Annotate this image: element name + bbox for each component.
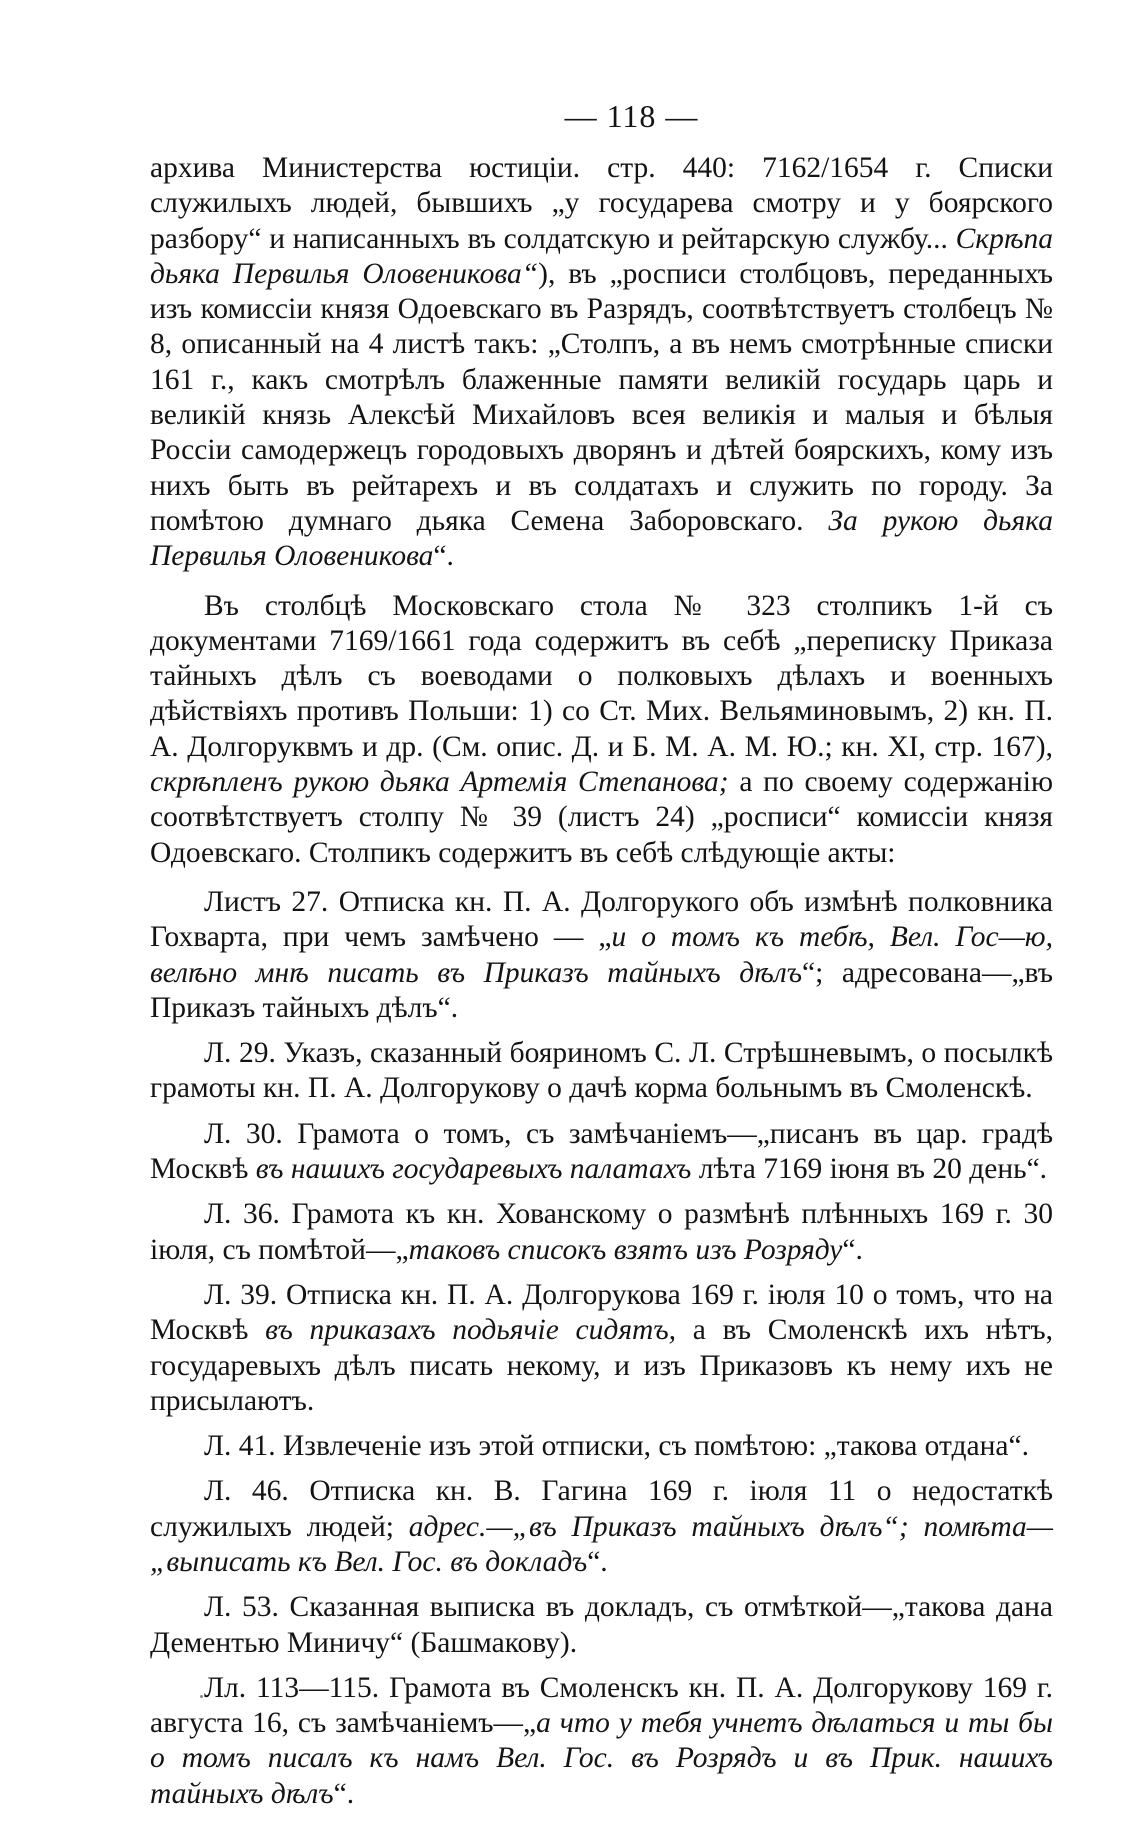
text-span: Л. 36. Грамота къ кн. Хованскому о размѣнѣ плѣнныхъ 169 г. 30 іюля, съ помѣтой—„ xyxy=(150,1198,1053,1266)
act-entry xyxy=(150,1474,1053,1580)
text-span: а въ Смоленскѣ ихъ нѣтъ, государевыхъ дѣлъ писать некому, и изъ Приказовъ къ нему ихъ не присылаютъ. xyxy=(150,1314,1053,1417)
act-entry xyxy=(150,1671,1053,1812)
text-span: Л. 29. Указъ, сказанный бояриномъ С. Л. Стрѣшневымъ, о посылкѣ грамоты кн. П. А. Долгорукову о дачѣ корма больнымъ въ Смоленскѣ. xyxy=(150,1037,1053,1105)
text-span: “. xyxy=(433,540,454,573)
text-span: Лл. 113—115. Грамота въ Смоленскъ кн. П. А. Долгорукову 169 г. августа 16, съ замѣчаніемъ—„ xyxy=(150,1671,1053,1740)
italic-quote: адрес.—„въ Приказъ тайныхъ дѣлъ“; помѣта—„выписать къ Вел. Гос. въ докладъ xyxy=(150,1510,1053,1578)
italic-quote: За рукою дьяка Первилья Оловеникова xyxy=(150,504,1053,573)
text-span: “. xyxy=(333,1777,355,1810)
text-span: “. xyxy=(842,1233,863,1266)
text-span: архива Министерства юстиціи. стр. 440: 7162/1654 г. Списки служилыхъ людей, бывшихъ „у государева смотру и у боярского разбору“ и написанныхъ въ солдатскую и рейтарскую службу... xyxy=(150,152,1053,255)
text-span: Листъ 27. Отписка кн. П. А. Долгорукого объ измѣнѣ полковника Гохварта, при чемъ замѣчено — „ xyxy=(150,885,1053,954)
text-span: ), въ „росписи столбцовъ, переданныхъ изъ комиссіи князя Одоевскаго въ Разрядъ, соотвѣтствуетъ столбецъ № 8, описанный на 4 листѣ такъ: „Столпъ, а въ немъ смотрѣнные списки 161 г., какъ смотрѣлъ блаженные памяти великій государь царь и великій князь Алексѣй Михайловъ всея великія и малыя и бѣлыя Россіи самодержецъ городовыхъ дворянъ и дѣтей боярскихъ, кому изъ нихъ быть въ рейтарехъ и въ солдатахъ и служить по городу. За помѣтою думнаго дьяка Семена Заборовскаго. xyxy=(150,257,1053,537)
italic-quote: а что у тебя учнетъ дѣлаться и ты бы о томъ писалъ къ намъ Вел. Гос. въ Розрядъ и въ Прик. нашихъ тайныхъ дѣлъ xyxy=(150,1707,1053,1810)
act-entry xyxy=(150,1429,1053,1464)
text-span: Л. 46. Отписка кн. В. Гагина 169 г. іюля 11 о недостаткѣ служилыхъ людей; xyxy=(150,1475,1053,1543)
print-speck xyxy=(200,1695,203,1698)
text-span: лѣта 7169 іюня въ 20 день“. xyxy=(691,1153,1048,1186)
act-entry xyxy=(150,1197,1053,1268)
text-span: “; адресована—„въ Приказъ тайныхъ дѣлъ“. xyxy=(150,956,1053,1024)
text-span: Въ столбцѣ Московскаго стола № 323 столпикъ 1-й съ документами 7169/1661 года содержитъ въ себѣ „переписку Приказа тайныхъ дѣлъ съ воеводами о полковыхъ дѣлахъ и военныхъ дѣйствіяхъ противъ Польши: 1) со Ст. Мих. Вельяминовымъ, 2) кн. П. А. Долгоруквмъ и др. (См. опис. Д. и Б. М. А. М. Ю.; кн. XI, стр. 167), xyxy=(150,589,1053,763)
text-span: Л. 39. Отписка кн. П. А. Долгорукова 169 г. іюля 10 о томъ, что на Москвѣ xyxy=(150,1278,1053,1347)
act-entry xyxy=(150,1590,1053,1661)
text-span: а по своему содержанію соотвѣтствуетъ столпу № 39 (листъ 24) „росписи“ комиссіи князя Одоевскаго. Столпикъ содержитъ въ себѣ слѣдующіе акты: xyxy=(150,766,1053,869)
page-number: — 118 — xyxy=(564,98,699,134)
book-page xyxy=(150,98,1053,1822)
italic-quote: въ приказахъ подьячіе сидятъ, xyxy=(265,1314,677,1347)
paragraph xyxy=(150,151,1053,575)
italic-quote: скрѣпленъ рукою дьяка Артемія Степанова; xyxy=(150,766,729,799)
act-entry xyxy=(150,885,1053,1026)
italic-quote: Скрѣпа дьяка Первилья Оловеникова“ xyxy=(150,222,1053,290)
text-span: “. xyxy=(587,1545,608,1578)
italic-quote: таковъ списокъ взятъ изъ Розряду xyxy=(408,1233,843,1266)
paragraph xyxy=(150,589,1053,871)
act-entry xyxy=(150,1036,1053,1107)
italic-quote: въ нашихъ государевыхъ палатахъ xyxy=(255,1153,692,1186)
text-span: Л. 53. Сказанная выписка въ докладъ, съ отмѣткой—„такова дана Дементью Миничу“ (Башмакову). xyxy=(150,1591,1053,1659)
act-entry xyxy=(150,1278,1053,1419)
italic-quote: и о томъ къ тебѣ, Вел. Гос—ю, велѣно мнѣ писать въ Приказъ тайныхъ дѣлъ xyxy=(150,921,1053,989)
text-span: Л. 30. Грамота о томъ, съ замѣчаніемъ—„писанъ въ цар. градѣ Москвѣ xyxy=(150,1117,1053,1186)
text-span: Л. 41. Извлеченіе изъ этой отписки, съ помѣтою: „такова отдана“. xyxy=(204,1430,1029,1463)
act-entry xyxy=(150,1117,1053,1188)
